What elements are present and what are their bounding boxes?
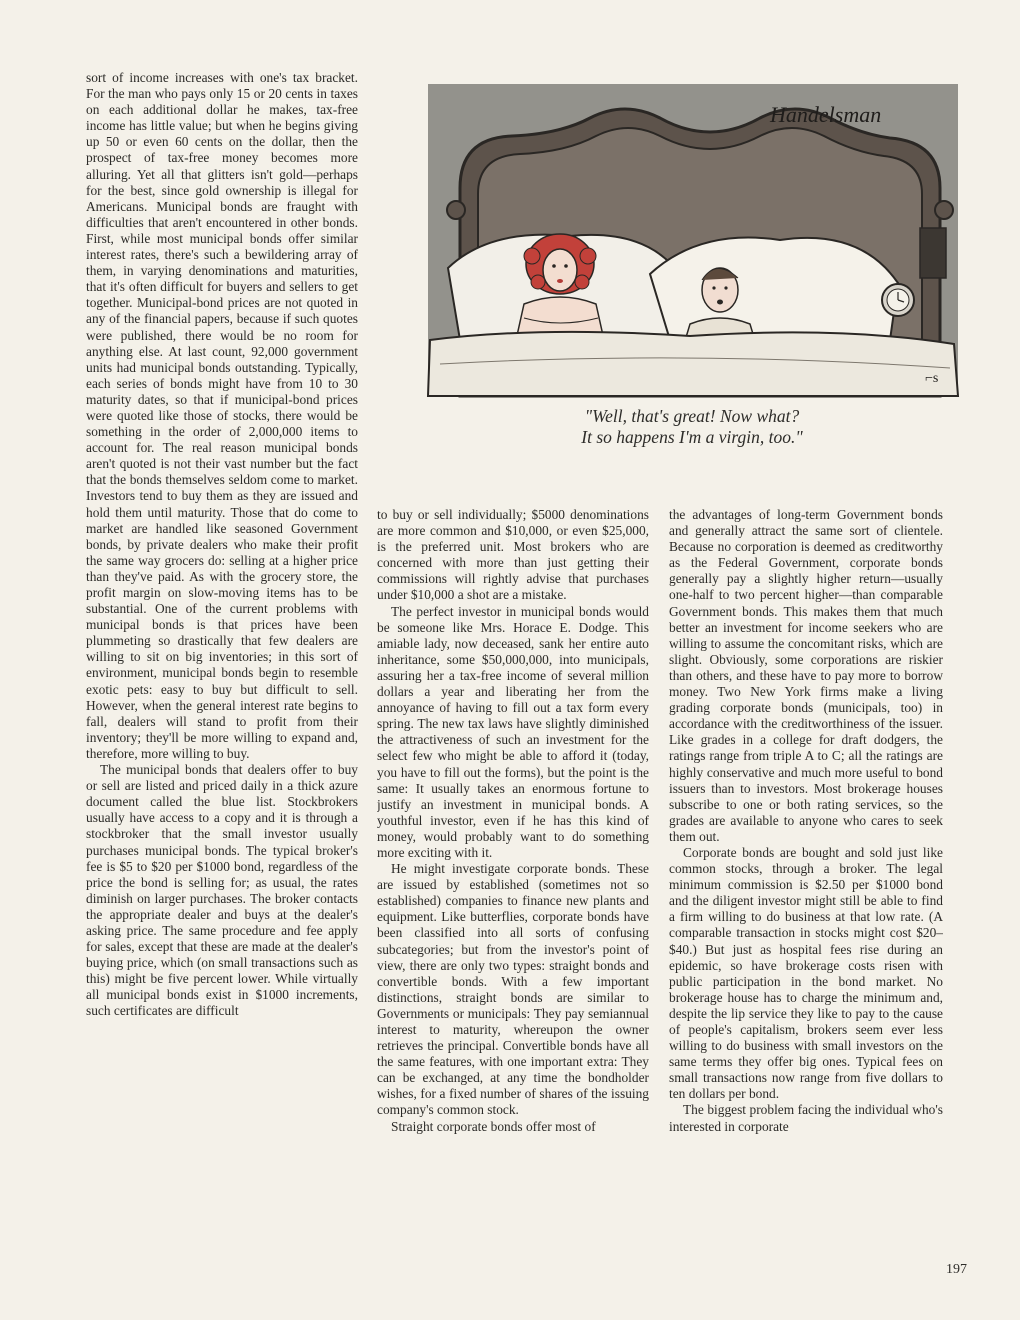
bedpost-knob-right: [935, 201, 953, 219]
cartoon-caption: [420, 406, 964, 448]
pillow-right: [650, 238, 898, 340]
text-column-2: [377, 507, 649, 1297]
caption-line-2: It so happens I'm a virgin, too.": [581, 427, 803, 447]
paragraph: The biggest problem facing the individual who's interested in corporate: [669, 1102, 943, 1134]
artist-signature: Handelsman: [770, 102, 882, 127]
cartoon-illustration: [420, 78, 964, 400]
paragraph: The perfect investor in municipal bonds would be someone like Mrs. Horace E. Dodge. This amiable lady, now deceased, sank her entire auto inheritance, some $50,000,000, into municipals, assuring her a tax-free income of several million dollars a year and liberating her from the annoyance of having to fill out a tax form every spring. The new tax laws have slightly diminished the attractiveness of such an investment for the select few who might be able to afford it (today, you have to fill out the forms), but the point is the same: It usually takes an enormous fortune to justify an investment in municipal bonds. A youthful investor, even if he has this kind of money, would probably want to do something more exciting with it.: [377, 603, 649, 860]
paragraph: He might investigate corporate bonds. These are issued by established (sometimes not so established) companies to finance new plants and equipment. Like butterflies, corporate bonds have been classified into all sorts of confusing subcategories; but from the investor's point of view, there are only two types: straight bonds and convertible bonds. With a few important distinctions, straight bonds are similar to Governments or municipals: They pay semiannual interest to maturity, whereupon the owner retrieves the principal. Convertible bonds have all the same features, with one important extra: They can be exchanged, at any time the bondholder wishes, for a fixed number of shares of the issuing company's common stock.: [377, 861, 649, 1118]
paragraph: to buy or sell individually; $5000 denominations are more common and $10,000, or even $25,000, is the preferred unit. Most brokers who are concerned with more than just getting their commissions will rightly advise that purchases under $10,000 a shot are a mistake.: [377, 507, 649, 603]
paragraph: the advantages of long-term Government bonds and generally attract the same sort of clientele. Because no corporation is deemed as creditworthy as the Federal Government, corporate bonds generally pay a slightly higher return—usually one-half to two percent higher—than comparable Government bonds. This makes them that much better an investment for income seekers who are willing to assume the concomitant risks, which are slight. Obviously, some corporations are riskier than others, and these have to pay more to borrow money. Two New York firms make a living grading corporate bonds (municipals, too) in accordance with the creditworthiness of the issuer. Like grades in a college for draft dodgers, the ratings range from triple A to C; all the ratings are highly conservative and much more useful to bond issuers than to investors. Most brokerage houses subscribe to one or both rating services, so the grades are available to anyone who cares to seek them out.: [669, 507, 943, 844]
woman-face: [543, 249, 577, 291]
paragraph: Straight corporate bonds offer most of: [391, 1118, 596, 1134]
lamp-base: [920, 228, 946, 278]
paragraph: sort of income increases with one's tax bracket. For the man who pays only 15 or 20 cents in taxes on each additional dollar he makes, tax-free income has little value; but when he begins giving up 50 or even 60 cents on the dollar, then the prospect of tax-free money becomes more alluring. Yet all that glitters isn't gold—perhaps for the best, since gold ownership is illegal for Americans. Municipal bonds are fraught with difficulties that aren't encountered in other bonds. First, while most municipal bonds offer similar interest rates, there's such a bewildering array of them, in varying denominations and maturities, that it's often difficult for buyers and sellers to get together. Municipal-bond prices are not quoted in any of the financial papers, because if such quotes were published, there would be no room for anything else. At last count, 92,000 government units had municipal bonds outstanding. Typically, each series of bonds might have from 10 to 30 maturity dates, so that if municipal-bond prices were quoted like those of stocks, there would be something in the order of 2,000,000 items to account for. The real reason municipal bonds aren't quoted is not their vast number but the fact that the bonds themselves seldom come to market. Investors tend to buy them as they are issued and hold them until maturity. Those that do come to market are handled like seasoned Government bonds, by private dealers who make their profit the same way grocers do: selling at a higher price than they've paid. As with the grocery store, the profit margin on slow-moving items has to be substantial. One of the current problems with municipal bonds is that prices have been plummeting so drastically that few dealers are willing to sit on big inventories; in this sort of environment, municipal bonds begin to resemble exotic pets: easy to buy but difficult to sell. However, when the general interest rate begins to fall, dealers will stand to profit from their inventory; they'll be more willing to expand and, therefore, more willing to buy.: [86, 70, 358, 761]
caption-line-1: "Well, that's great! Now what?: [584, 406, 800, 426]
text-column-3: [669, 507, 943, 1297]
page-number: 197: [946, 1262, 967, 1277]
paragraph: Corporate bonds are bought and sold just like common stocks, through a broker. The legal minimum commission is $2.50 per $1000 bond and the diligent investor might still be able to find a firm willing to do business at that low rate. (A comparable transaction in stocks might cost $20–$40.) But just as hospital fees rise during an epidemic, so have brokerage costs risen with public participation in the bond market. No brokerage house has to charge the minimum and, despite the lip service they like to pay to the cause of people's capitalism, brokers seem ever less willing to do business with small investors on the same terms they offer big ones. Typical fees on small transactions now range from five dollars to ten dollars per bond.: [669, 844, 943, 1102]
paragraph: The municipal bonds that dealers offer to buy or sell are listed and priced daily in a thick azure document called the blue list. Stockbrokers usually have access to a copy and it is through a stockbroker that the small investor usually purchases municipal bonds. The typical broker's fee is $5 to $20 per $1000 bond, regardless of the price the bond is selling for; as usual, the rates diminish on larger purchases. The broker contacts the appropriate dealer and buys at the dealer's asking price. The same procedure and fee apply for sales, except that these are made at the dealer's buying price, which (on small transactions such as this) might be five percent lower. While virtually all municipal bonds exist in $1000 increments, such certificates are difficult: [86, 762, 358, 1019]
text-column-1: [86, 70, 358, 1300]
bedpost-knob-left: [447, 201, 465, 219]
corner-mark: ⌐s: [925, 371, 939, 386]
